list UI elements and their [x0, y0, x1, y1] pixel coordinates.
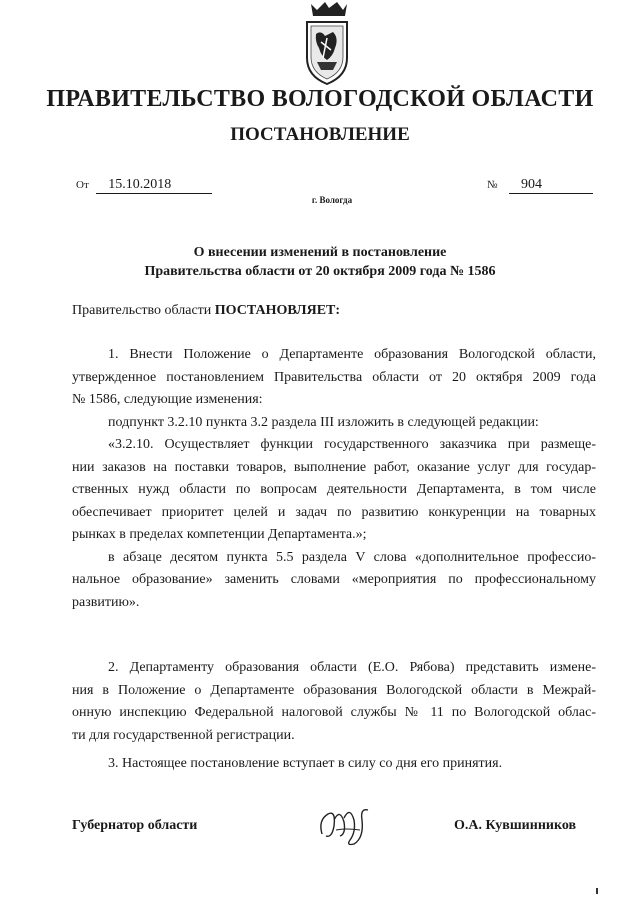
- preamble-text: Правительство области: [72, 303, 215, 318]
- paragraph-line: обеспечивает приоритет целей и задач по развитию конкуренции на товарных: [72, 504, 596, 520]
- subject-line: Правительства области от 20 октября 2009 года № 1586: [144, 264, 496, 279]
- paragraph-line: ственных нужд области по вопросам деятельности Департамента, в том числе: [72, 482, 596, 497]
- preamble: [72, 300, 596, 323]
- paragraph-line: утвержденное постановлением Правительства области от 20 октября 2009 года: [72, 369, 596, 385]
- paragraph-line: 1. Внести Положение о Департаменте образования Вологодской области,: [108, 347, 596, 362]
- date-value: 15.10.2018: [96, 177, 212, 194]
- paragraph-line: онную инспекцию Федеральной налоговой службы № 11 по Вологодской облас-: [72, 705, 596, 720]
- government-title: ПРАВИТЕЛЬСТВО ВОЛОГОДСКОЙ ОБЛАСТИ: [46, 86, 594, 112]
- number-block: [487, 177, 593, 194]
- date-label: От: [76, 179, 89, 191]
- paragraph-line: нии заказов на поставки товаров, выполнение работ, оказание услуг для государ-: [72, 459, 596, 475]
- paragraph-1: [72, 344, 596, 614]
- paragraph-line: развитию».: [72, 594, 140, 610]
- paragraph-line: ти для государственной регистрации.: [72, 727, 295, 743]
- paragraph-line: ния в Положение о Департаменте образования Вологодской области в Межрай-: [72, 682, 596, 698]
- paragraph-line: в абзаце десятом пункта 5.5 раздела V слова «дополнительное профессио-: [108, 549, 596, 565]
- document-type: ПОСТАНОВЛЕНИЕ: [230, 124, 410, 145]
- paragraph-line: подпункт 3.2.10 пункта 3.2 раздела III изложить в следующей редакции:: [108, 414, 539, 430]
- handwritten-signature: [316, 800, 374, 848]
- paragraph-line: 3. Настоящее постановление вступает в силу со дня его принятия.: [108, 756, 503, 771]
- paragraph-line: 2. Департаменту образования области (Е.О. Рябова) представить измене-: [108, 660, 596, 675]
- number-label: №: [487, 179, 498, 191]
- signatory-position: Губернатор области: [72, 818, 198, 833]
- document-subject: [0, 243, 640, 281]
- paragraph-line: нальное образование» заменить словами «мероприятия по профессиональному: [72, 572, 596, 587]
- date-block: [76, 177, 212, 194]
- preamble-bold: ПОСТАНОВЛЯЕТ:: [214, 303, 341, 318]
- signatory-name: О.А. Кувшинников: [454, 818, 577, 833]
- paragraph-line: «3.2.10. Осуществляет функции государственного заказчика при размеще-: [108, 437, 596, 452]
- scan-artifact: [596, 888, 598, 894]
- city-label: г. Вологда: [311, 195, 353, 205]
- number-value: 904: [509, 177, 593, 194]
- coat-of-arms-icon: [297, 0, 357, 88]
- paragraph-2: [72, 657, 596, 776]
- subject-line: О внесении изменений в постановление: [193, 245, 447, 260]
- paragraph-line: № 1586, следующие изменения:: [72, 392, 263, 407]
- paragraph-line: рынках в пределах компетенции Департамента.»;: [72, 527, 367, 542]
